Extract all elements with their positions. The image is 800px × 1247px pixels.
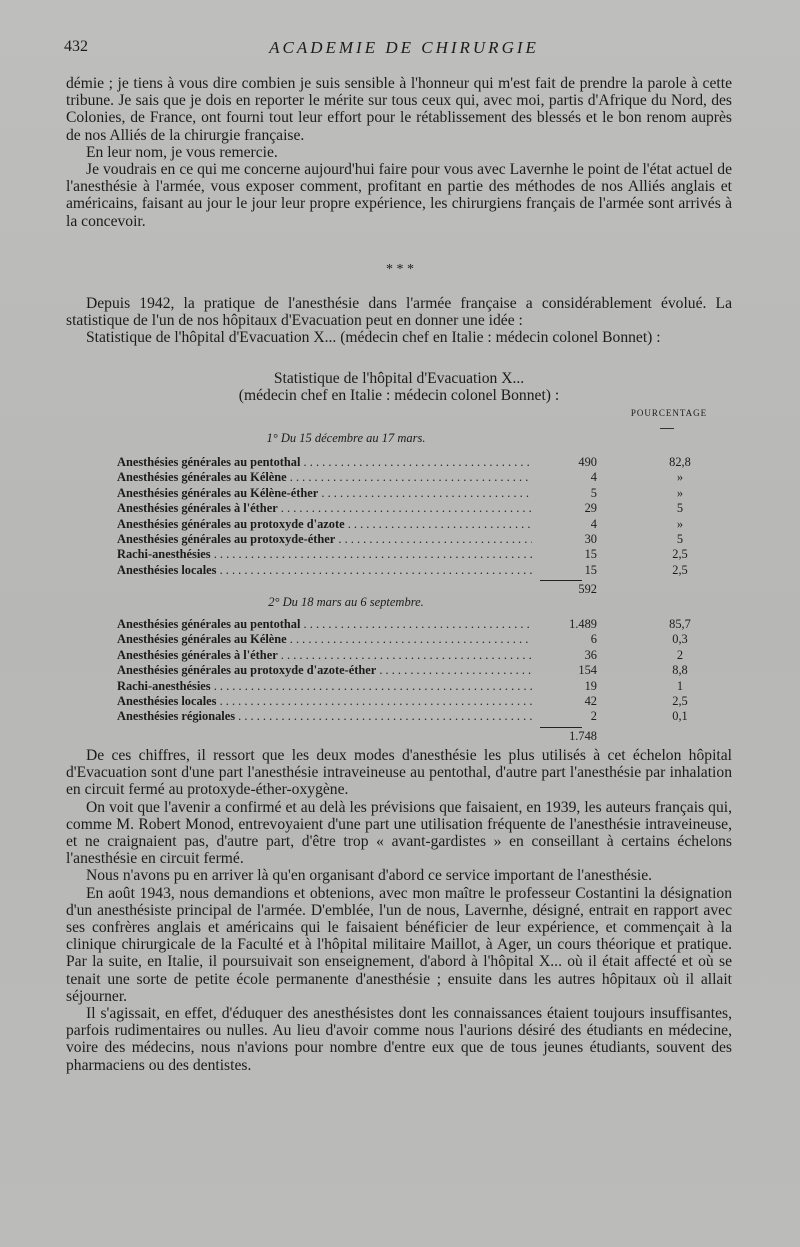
table-row: [117, 486, 732, 501]
row-count: 1.489: [569, 617, 597, 631]
total-rule: [540, 580, 582, 581]
row-label: Anesthésies générales au Kélène-éther . . .: [117, 486, 532, 501]
row-percent: 2,5: [672, 547, 688, 562]
paragraph: Il s'agissait, en effet, d'éduquer des anesthésistes dont les connaissances étaient toujours insuffisantes, parfois rudimentaires ou nulles. Au lieu d'avoir comme nous l'aurions désiré des étudiants en médecine, voire des médecins, nous n'avions pour nombre d'entre eux que de tous jeunes étudiants, souvent des pharmaciens ou des dentistes.: [66, 1005, 732, 1074]
table-row: [117, 517, 732, 532]
paragraph: En leur nom, je vous remercie.: [86, 143, 278, 161]
row-label: Anesthésies générales au pentothal . . .: [117, 455, 532, 470]
section-break-asterisks: * * *: [386, 262, 414, 277]
paragraph: Nous n'avons pu en arriver là qu'en organisant d'abord ce service important de l'anesthésie.: [86, 867, 653, 885]
paragraph: démie ; je tiens à vous dire combien je suis sensible à l'honneur qui m'est fait de prendre la parole à cette tribune. Je sais que je dois en reporter le mérite sur tous ceux qui, avec moi, partis d'Afrique du Nord, des Colonies, de France, ont fourni tout leur effort pour le rétablissement des blessés et le bon renom auprès de nos Alliés de la chirurgie française.: [66, 75, 732, 144]
table-row: [117, 709, 732, 724]
row-label: Anesthésies générales au Kélène . . .: [117, 632, 532, 647]
row-count: 4: [590, 470, 597, 485]
period-1-table: [117, 455, 732, 578]
closing-text: [66, 747, 732, 1074]
row-label: Anesthésies régionales . . .: [117, 709, 532, 724]
row-label: Anesthésies générales au protoxyde d'azote . . .: [117, 517, 532, 532]
table-row: [117, 617, 732, 632]
table-row: [117, 470, 732, 485]
paragraph: Je voudrais en ce qui me concerne aujourd'hui faire pour vous avec Lavernhe le point de l'état actuel de l'anesthésie à l'armée, vous exposer comment, profitant en partie des méthodes de nos Alliés anglais et américains, faisant au jour le jour leur propre expérience, les chirurgiens français de l'armée sont arrivés à la concevoir.: [66, 161, 732, 230]
row-count: 42: [584, 693, 597, 708]
running-title: ACADEMIE DE CHIRURGIE: [269, 38, 539, 57]
row-label: Anesthésies générales au Kélène . . .: [117, 470, 532, 485]
period-2-title: 2° Du 18 mars au 6 septembre.: [268, 595, 424, 609]
paragraph: En août 1943, nous demandions et obtenions, avec mon maître le professeur Costantini la désignation d'un anesthésiste principal de l'armée. D'emblée, l'un de nous, Lavernhe, désigné, entrait en rapport avec ses confrères anglais et américains qui le faisaient bénéficier de leur expérience, et commençait à la clinique chirurgicale de la Faculté et à l'hôpital militaire Maillot, à Ager, un cours théorique et pratique. Par la suite, en Italie, il poursuivait son enseignement, d'abord à l'hôpital X... où il était affecté et où se tenait une sorte de petite école permanente d'anesthésie ; ensuite dans les autres hôpitaux où il allait séjourner.: [66, 884, 732, 1005]
row-count: 4: [590, 516, 597, 531]
row-percent: 8,8: [672, 663, 688, 678]
row-count: 5: [590, 485, 597, 500]
row-label: Rachi-anesthésies . . .: [117, 679, 532, 694]
row-count: 29: [584, 501, 597, 516]
row-count: 154: [578, 663, 597, 678]
row-label: Anesthésies générales à l'éther . . .: [117, 648, 532, 663]
percent-column-header: POURCENTAGE: [630, 408, 708, 418]
row-percent: 0,1: [672, 709, 688, 724]
table-row: [117, 532, 732, 547]
row-label: Anesthésies locales . . .: [117, 694, 532, 709]
row-percent: 5: [676, 501, 684, 516]
table-row: [117, 663, 732, 678]
row-percent: 2: [676, 647, 684, 662]
table-row: [117, 547, 732, 562]
row-count: 2: [590, 709, 597, 724]
table-row: [117, 679, 732, 694]
row-count: 19: [584, 678, 597, 693]
row-label: Anesthésies générales au protoxyde d'azote-éther . . .: [117, 663, 532, 678]
row-percent: 2,5: [672, 562, 688, 577]
paragraph: Statistique de l'hôpital d'Evacuation X... (médecin chef en Italie : médecin colonel Bonnet) :: [86, 329, 661, 347]
row-percent: 5: [676, 531, 684, 546]
section-text: [66, 295, 732, 347]
row-percent: 2,5: [672, 693, 688, 708]
row-percent: »: [676, 516, 684, 531]
row-count: 30: [584, 531, 597, 546]
row-count: 15: [584, 562, 597, 577]
row-percent: 85,7: [669, 617, 691, 631]
period-1-total: 592: [578, 582, 597, 596]
period-1-title: 1° Du 15 décembre au 17 mars.: [266, 431, 426, 445]
row-label: Anesthésies générales au protoxyde-éther . . .: [117, 532, 532, 547]
header-rule: [660, 428, 674, 429]
table-row: [117, 648, 732, 663]
page-header: [64, 38, 744, 62]
caption-line: (médecin chef en Italie : médecin colonel Bonnet) :: [238, 387, 560, 405]
row-count: 490: [578, 455, 597, 469]
table-row: [117, 455, 732, 470]
paragraph: On voit que l'avenir a confirmé et au delà les prévisions que faisaient, en 1939, les auteurs français qui, comme M. Robert Monod, entrevoyaient d'une part une utilisation fréquente de l'anesthésie intraveineuse, et ne craignaient pas, d'autre part, d'être trop « avant-gardistes » en conseillant à certains échelons l'anesthésie en circuit fermé.: [66, 798, 732, 868]
intro-text: [66, 75, 732, 230]
caption-line: Statistique de l'hôpital d'Evacuation X...: [273, 370, 525, 387]
table-row: [117, 501, 732, 516]
row-percent: »: [676, 470, 684, 485]
page-number: 432: [64, 38, 88, 55]
paragraph: Depuis 1942, la pratique de l'anesthésie dans l'armée française a considérablement évolué. La statistique de l'un de nos hôpitaux d'Evacuation peut en donner une idée :: [66, 295, 732, 330]
period-2-total: 1.748: [569, 729, 597, 743]
table-row: [117, 563, 732, 578]
row-count: 6: [590, 632, 597, 647]
statistics-caption: [66, 370, 732, 404]
paragraph: De ces chiffres, il ressort que les deux modes d'anesthésie les plus utilisés à cet échelon hôpital d'Evacuation sont d'une part l'anesthésie intraveineuse au pentothal, d'autre part l'anesthésie par inhalation en circuit fermé au protoxyde-éther-oxygène.: [66, 747, 732, 799]
row-label: Anesthésies locales . . .: [117, 563, 532, 578]
row-label: Anesthésies générales à l'éther . . .: [117, 501, 532, 516]
period-2-table: [117, 617, 732, 725]
table-row: [117, 632, 732, 647]
row-percent: 82,8: [669, 455, 691, 469]
row-label: Anesthésies générales au pentothal . . .: [117, 617, 532, 632]
row-percent: 1: [676, 678, 684, 693]
total-rule: [540, 727, 582, 728]
row-count: 36: [584, 647, 597, 662]
row-count: 15: [584, 547, 597, 562]
row-percent: 0,3: [672, 632, 688, 647]
row-label: Rachi-anesthésies . . .: [117, 547, 532, 562]
table-row: [117, 694, 732, 709]
row-percent: »: [676, 485, 684, 500]
